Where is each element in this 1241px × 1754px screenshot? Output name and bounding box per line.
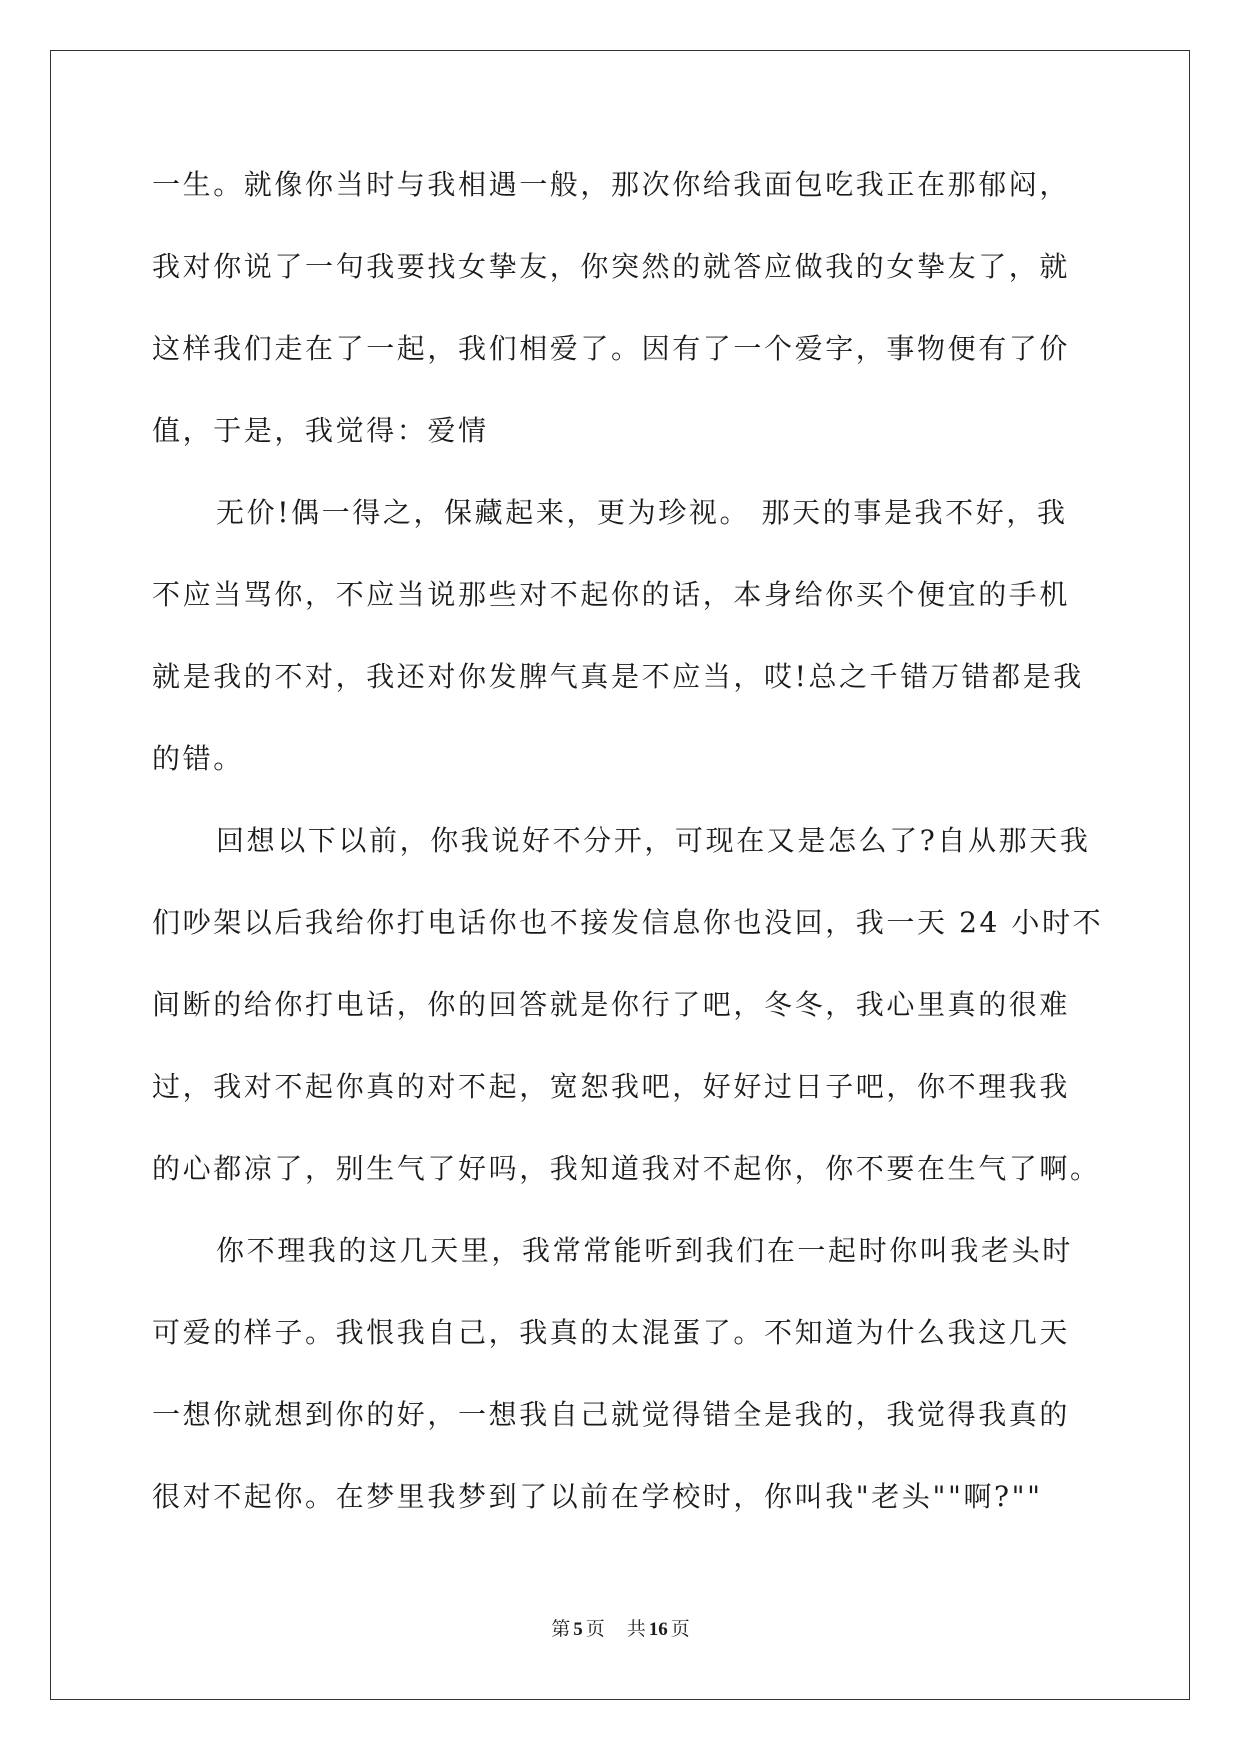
page-number: 5 bbox=[573, 1619, 583, 1640]
text-line-10: 们吵架以后我给你打电话你也不接发信息你也没回，我一天 24 小时不 bbox=[152, 906, 1104, 939]
text-line-2: 我对你说了一句我要找女挚友，你突然的就答应做我的女挚友了，就 bbox=[152, 250, 1071, 283]
document-body bbox=[152, 163, 1104, 1557]
text-line-6: 不应当骂你，不应当说那些对不起你的话，本身给你买个便宜的手机 bbox=[152, 578, 1071, 611]
text-line-5: 无价!偶一得之，保藏起来，更为珍视。 那天的事是我不好，我 bbox=[216, 496, 1068, 529]
text-line-9: 回想以下以前，你我说好不分开，可现在又是怎么了?自从那天我 bbox=[216, 824, 1091, 857]
page-footer bbox=[0, 1617, 1241, 1642]
text-line-16: 一想你就想到你的好，一想我自己就觉得错全是我的，我觉得我真的 bbox=[152, 1398, 1071, 1431]
text-line-3: 这样我们走在了一起，我们相爱了。因有了一个爱字，事物便有了价 bbox=[152, 332, 1071, 365]
page-unit: 页 bbox=[585, 1618, 605, 1640]
text-line-4: 值，于是，我觉得：爱情 bbox=[152, 414, 489, 447]
text-line-8: 的错。 bbox=[152, 742, 244, 775]
total-pages: 16 bbox=[648, 1619, 668, 1640]
text-line-7: 就是我的不对，我还对你发脾气真是不应当，哎!总之千错万错都是我 bbox=[152, 660, 1084, 693]
total-unit: 页 bbox=[670, 1618, 690, 1640]
total-prefix: 共 bbox=[626, 1618, 646, 1640]
text-line-1: 一生。就像你当时与我相遇一般，那次你给我面包吃我正在那郁闷， bbox=[152, 168, 1071, 201]
text-line-12: 过，我对不起你真的对不起，宽恕我吧，好好过日子吧，你不理我我 bbox=[152, 1070, 1071, 1103]
text-line-14: 你不理我的这几天里，我常常能听到我们在一起时你叫我老头时 bbox=[216, 1234, 1073, 1267]
page-prefix: 第 bbox=[551, 1618, 571, 1640]
text-line-15: 可爱的样子。我恨我自己，我真的太混蛋了。不知道为什么我这几天 bbox=[152, 1316, 1071, 1349]
text-line-13: 的心都凉了，别生气了好吗，我知道我对不起你，你不要在生气了啊。 bbox=[152, 1152, 1101, 1185]
text-line-17: 很对不起你。在梦里我梦到了以前在学校时，你叫我"老头""啊?"" bbox=[152, 1480, 1043, 1513]
text-line-11: 间断的给你打电话，你的回答就是你行了吧，冬冬，我心里真的很难 bbox=[152, 988, 1071, 1021]
